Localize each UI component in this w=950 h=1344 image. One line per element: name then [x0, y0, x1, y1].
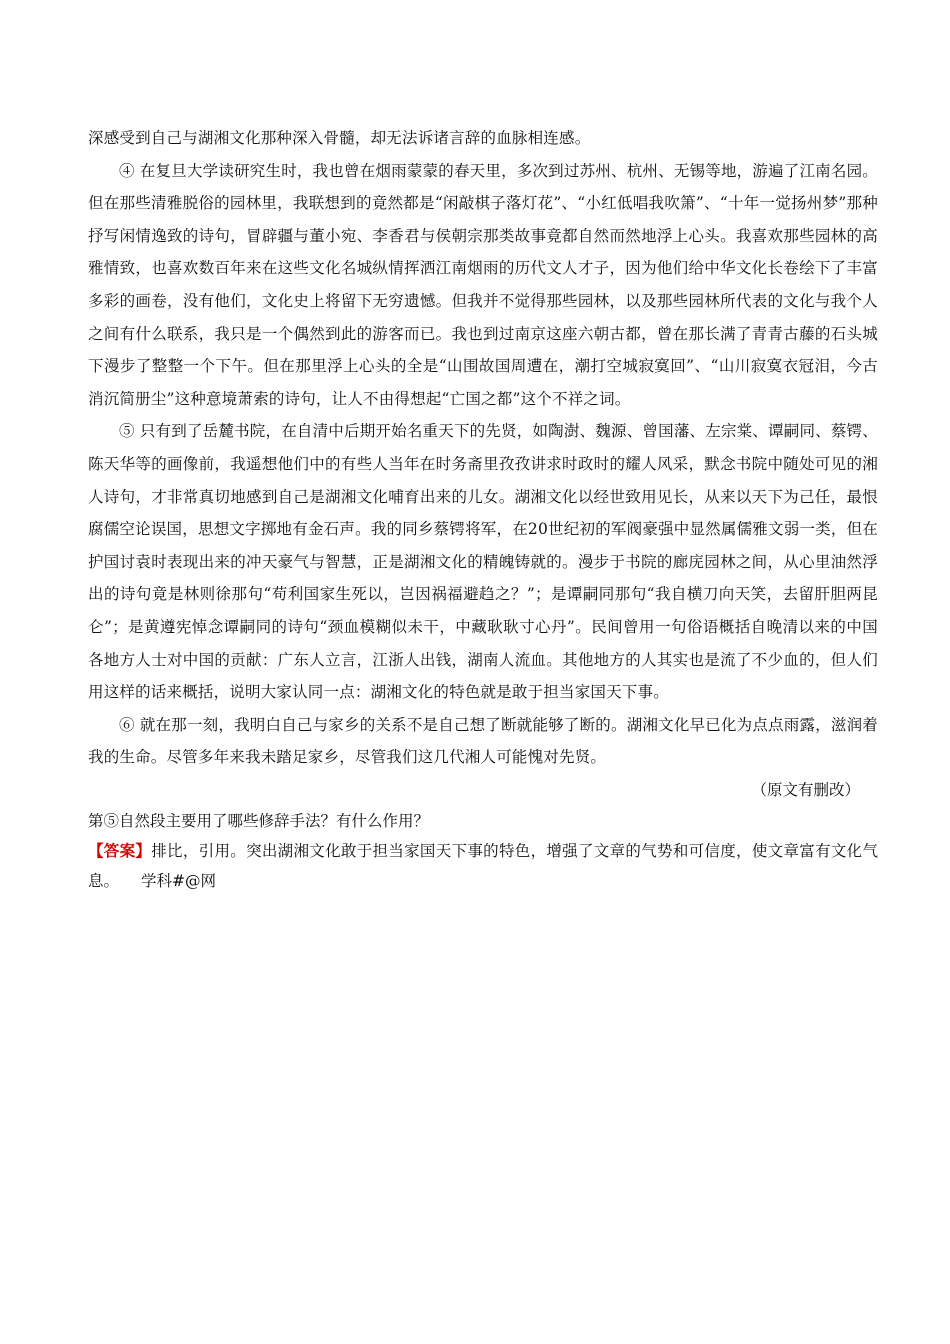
question-text: 第⑤自然段主要用了哪些修辞手法？有什么作用？ [88, 812, 430, 831]
paragraph-4: ④ 在复旦大学读研究生时，我也曾在烟雨蒙蒙的春天里，多次到过苏州、杭州、无锡等地，游遍了江南名园。但在那些清雅脱俗的园林里，我联想到的竟然都是“闲敲棋子落灯花”、“小红低唱我吹箫”、“十年一觉扬州梦”那种抒写闲情逸致的诗句，冒辟疆与董小宛、李香君与侯朝宗那类故事竟都自然而然地浮上心头。我喜欢那些园林的高雅情致，也喜欢数百年来在这些文化名城纵情挥洒江南烟雨的历代文人才子，因为他们给中华文化长卷绘下了丰富多彩的画卷，没有他们，文化史上将留下无穷遗憾。但我并不觉得那些园林，以及那些园林所代表的文化与我个人之间有什么联系，我只是一个偶然到此的游客而已。我也到过南京这座六朝古都，曾在那长满了青青古藤的石头城下漫步了整整一个下午。但在那里浮上心头的全是“山围故国周遭在，潮打空城寂寞回”、“山川寂寞衣冠泪，今古消沉简册尘”这种意境萧索的诗句，让人不由得想起“亡国之都”这个不祥之词。 [88, 161, 878, 408]
paragraph-intro: 深感受到自己与湖湘文化那种深入骨髓，却无法诉诸言辞的血脉相连感。 [88, 129, 591, 147]
answer-text: 排比，引用。突出湖湘文化敢于担当家国天下事的特色，增强了文章的气势和可信度，使文章富有文化气息。 [88, 842, 878, 891]
answer-label: 【答案】 [88, 841, 152, 861]
document-page [88, 122, 878, 896]
paragraph-5: ⑤ 只有到了岳麓书院，在自清中后期开始名重天下的先贤，如陶澍、魏源、曾国藩、左宗棠、谭嗣同、蔡锷、陈天华等的画像前，我遥想他们中的有些人当年在时务斋里孜孜讲求时政时的耀人风采，默念书院中随处可见的湘人诗句，才非常真切地感到自己是湖湘文化哺育出来的儿女。湖湘文化以经世致用见长，从来以天下为己任，最恨腐儒空论误国，思想文字掷地有金石声。我的同乡蔡锷将军，在20世纪初的军阀豪强中显然属儒雅文弱一类，但在护国讨袁时表现出来的冲天豪气与智慧，正是湖湘文化的精魄铸就的。漫步于书院的廊庑园林之间，从心里油然浮出的诗句竟是林则徐那句“苟利国家生死以，岂因祸福避趋之？”；是谭嗣同那句“我自横刀向天笑，去留肝胆两昆仑”；是黄遵宪悼念谭嗣同的诗句“颈血模糊似未干，中藏耿耿寸心丹”。民间曾用一句俗语概括自晚清以来的中国各地方人士对中国的贡献：广东人立言，江浙人出钱，湖南人流血。其他地方的人其实也是流了不少血的，但人们用这样的话来概括，说明大家认同一点：湖湘文化的特色就是敢于担当家国天下事。 [88, 422, 878, 702]
watermark-text: 学科#@网 [141, 872, 217, 891]
answer-block [88, 836, 878, 896]
paragraph-6: ⑥ 就在那一刻，我明白自己与家乡的关系不是自己想了断就能够了断的。湖湘文化早已化为点点雨露，滋润着我的生命。尽管多年来我未踏足家乡，尽管我们这几代湘人可能愧对先贤。 [88, 715, 878, 767]
source-note: （原文有删改） [751, 780, 860, 799]
